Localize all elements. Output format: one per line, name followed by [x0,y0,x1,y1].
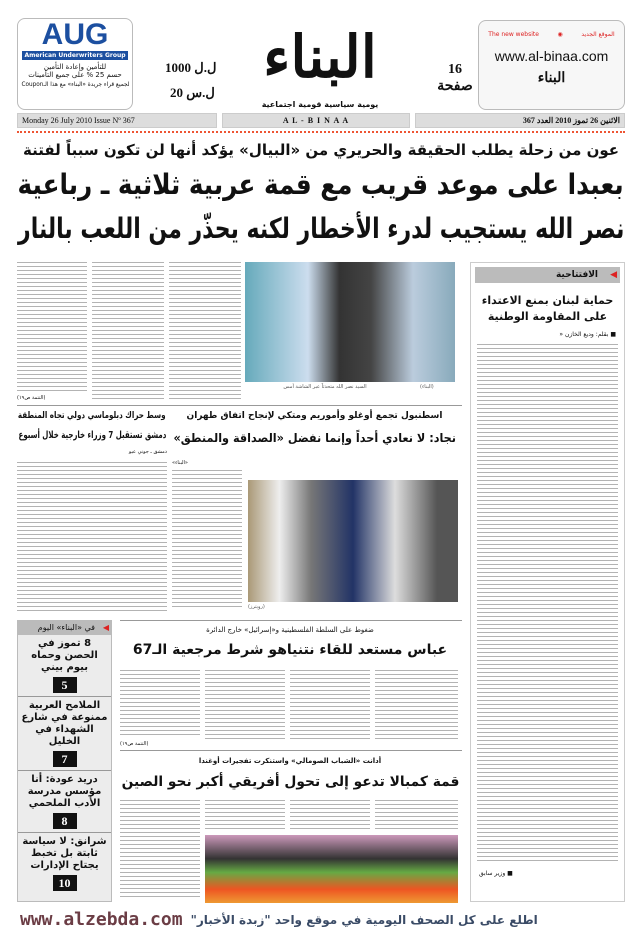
aug-line2: حسم 25 % على جميع التأمينات [28,71,122,79]
lead-body-col-1 [17,262,87,392]
page-count [435,62,475,95]
masthead-tagline: يومية سياسية قومية اجتماعية [261,100,379,109]
today-section-label [18,621,111,635]
watermark-url[interactable]: www.alzebda.com [20,909,183,930]
nejad-headline[interactable]: نجاد: لا نعادي أحداً وإنما نفضل «الصداقة والمنطق» [173,431,456,445]
damascus-dateline: دمشق ـ جوني عيو [128,449,167,455]
editorial-author-title: ■ وزير سابق [479,870,513,877]
watermark-slogan: اطلع على كل الصحف اليومية في موقع واحد "زبدة الأخبار" [190,912,538,927]
lead-headline-1[interactable]: بعبدا على موعد قريب مع قمة عربية ثلاثية ـ رباعية [17,168,625,201]
lead-continued: (التتمة ص١٩) [17,395,46,401]
header-divider [17,131,625,134]
nejad-source: «البناء» [172,460,188,466]
today-item-page: 8 [53,813,77,829]
today-item-title: الملامح العربية ممنوعة في شارع الشهداء في الخليل [21,700,108,747]
abbas-body-col [375,670,458,740]
abbas-headline[interactable]: عباس مستعد للقاء نتنياهو شرط مرجعية الـ67 [132,642,448,658]
editorial-section-label [475,267,620,283]
new-site-ar: الموقع الجديد [581,31,615,38]
website-logo: البناء [537,70,566,86]
date-arabic: الاثنين 26 تموز 2010 العدد 367 [415,113,625,128]
kampala-kicker-box [120,755,460,767]
kampala-body-col [205,800,285,830]
date-english: Monday 26 July 2010 Issue Nº 367 [17,113,217,128]
today-item[interactable] [18,635,111,697]
page-count-label: صفحة [437,79,473,94]
divider [120,750,462,751]
abbas-body-col [120,670,200,738]
today-item-page: 5 [53,677,77,693]
editorial-body [477,344,618,864]
today-sidebar [17,620,112,902]
today-item-page: 10 [53,875,77,891]
aug-ad[interactable] [17,18,133,110]
aug-company: American Underwriters Group [22,51,128,60]
damascus-headline[interactable]: دمشق تستقبل 7 وزراء خارجية خلال أسبوع [18,429,166,441]
kampala-kicker: أدانت «الشباب الصومالي» واستنكرت تفجيرات أوغندا [198,757,382,765]
abbas-body-col [290,670,370,740]
today-item[interactable] [18,833,111,894]
price-syria: 20 ل.س [170,85,215,100]
lead-kicker: عون من زحلة يطلب الحقيقة والحريري من «البيال» يؤكد أنها لن تكون سبباً لفتنة [22,141,620,159]
aug-logo: AUG [41,18,109,51]
divider [120,620,462,621]
kampala-headline-box [120,771,460,793]
nejad-kicker: اسطنبول تجمع أوغلو وأموريم ومتكي لإنجاح اتفاق طهران [186,411,443,421]
today-item-page: 7 [53,751,77,767]
date-center: A L - B I N A A [222,113,410,128]
istanbul-photo [248,480,458,602]
damascus-kicker: وسط حراك دبلوماسي دولي تجاه المنطقة [18,411,166,421]
editorial-title[interactable]: حماية لبنان بمنع الاعتداء على المقاومة الوطنية [481,294,614,323]
nejad-headline-box [172,427,457,449]
masthead-logo: البناء [263,23,377,91]
lead-kicker-box [17,139,625,161]
kampala-body-col [375,800,458,830]
nejad-kicker-box [172,409,457,423]
red-arrow-icon: ◀ [102,623,109,632]
abbas-kicker-box [120,624,460,636]
today-item-title: شرانق: لا سياسة ثابتة بل تخبط يجتاح الإدارات [22,836,107,871]
today-item[interactable] [18,771,111,833]
kampala-headline[interactable]: قمة كمبالا تدعو إلى تحول أفريقي أكبر نحو الصين [121,774,459,790]
lead-body-col-2 [92,262,164,402]
lead-body-col-3 [169,262,241,402]
kampala-body-col [120,800,200,900]
kampala-body-col [290,800,370,830]
abbas-kicker: ضغوط على السلطة الفلسطينية و«إسرائيل» خارج الدائرة [206,626,374,634]
new-site-en: The new website [488,31,539,38]
price-lebanon: 1000 ل.ل [165,60,217,75]
red-arrow-icon: ◀ [610,270,617,280]
aug-line3: لجميع قراء جريدة «البناء» مع هذا الـCoupon [21,80,129,88]
website-ad[interactable] [478,20,625,110]
damascus-headline-box [17,427,167,443]
kampala-summit-photo [205,835,458,903]
lead-photo-caption: السيد نصر الله متحدثاً عبر الشاشة أمس [283,384,367,390]
lead-headline-2[interactable]: نصر الله يستجيب لدرء الأخطار لكنه يحذّر من اللعب بالنار [17,212,625,245]
nejad-body [172,470,242,610]
editorial-byline: ■ بقلم: وديع الخازن « [559,331,616,338]
aug-line1: للتأمين وإعادة التأمين [43,63,107,71]
abbas-continued: (التتمة ص١٩) [120,741,149,747]
watermark-slogan-box [191,910,625,930]
abbas-headline-box [120,639,460,661]
lead-headline-1-box [17,164,625,206]
page-count-number: 16 [448,62,462,77]
damascus-kicker-box [17,409,167,423]
watermark-banner [20,906,625,933]
today-item[interactable] [18,697,111,771]
nasrallah-photo [245,262,455,382]
wifi-icon: ◉ [557,31,563,38]
divider [17,405,462,406]
lead-headline-2-box [17,208,625,250]
aug-line3-box [20,79,130,89]
editorial-column [470,262,625,902]
today-item-title: 8 تموز في الحصن وحماه بيوم بيني [31,638,98,673]
editorial-section-text: الافتتاحية [555,270,598,280]
website-url[interactable]: www.al-binaa.com [494,48,609,64]
abbas-body-col [205,670,285,740]
damascus-body [17,462,167,612]
nejad-photo-credit: (رويترز) [248,604,265,610]
today-item-title: دريد عودة: أنا مؤسس مدرسة الأدب الملحمي [27,774,102,809]
today-section-text: في «البناء» اليوم [37,623,95,632]
lead-photo-credit: (البناء) [420,384,434,390]
